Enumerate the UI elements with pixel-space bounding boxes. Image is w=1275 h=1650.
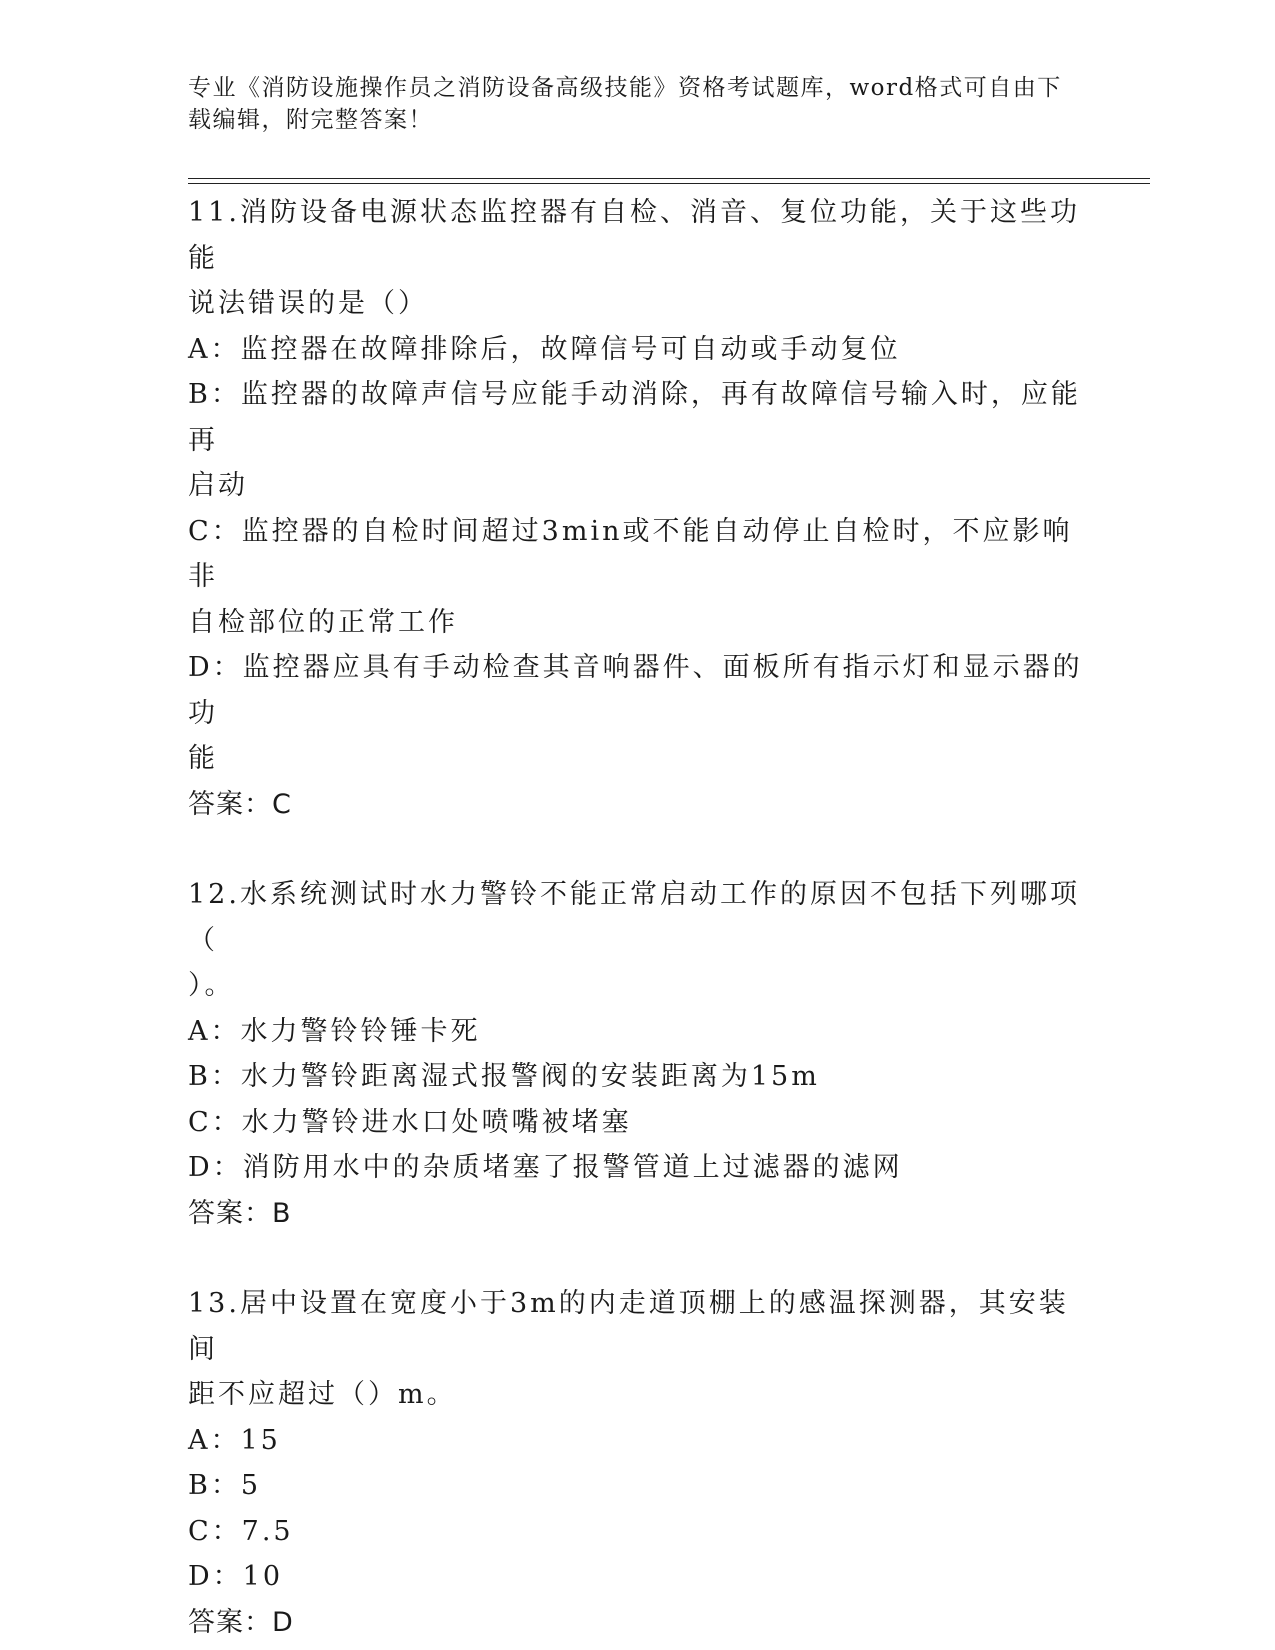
answer-label: 答案：C [188,788,292,820]
option-line: B：水力警铃距离湿式报警阀的安装距离为15m [188,1061,820,1092]
stem-line: 距不应超过（）m。 [188,1379,457,1410]
option-b [188,1463,1088,1509]
option-line: D：消防用水中的杂质堵塞了报警管道上过滤器的滤网 [188,1152,903,1183]
option-line: C：监控器的自检时间超过3min或不能自动停止自检时，不应影响非 [188,515,1073,592]
question-13 [188,1281,1088,1645]
option-b [188,372,1088,509]
option-d [188,645,1088,782]
stem-line: 11.消防设备电源状态监控器有自检、消音、复位功能，关于这些功能 [188,197,1080,274]
header-line-1: 专业《消防设施操作员之消防设备高级技能》资格考试题库，word格式可自由下 [188,75,1062,101]
option-line: B：5 [188,1470,262,1501]
question-stem [188,872,1088,1009]
stem-line: 13.居中设置在宽度小于3m的内走道顶棚上的感温探测器，其安装间 [188,1288,1069,1365]
option-line: D：监控器应具有手动检查其音响器件、面板所有指示灯和显示器的功 [188,652,1083,729]
stem-line: 说法错误的是（） [188,288,428,319]
question-spacer [188,827,1088,872]
question-list [188,190,1088,1645]
question-stem [188,1281,1088,1418]
option-line: 自检部位的正常工作 [188,606,458,638]
option-line: B：监控器的故障声信号应能手动消除，再有故障信号输入时，应能再 [188,379,1081,456]
option-line: C：7.5 [188,1515,294,1547]
answer-label: 答案：B [188,1197,292,1229]
option-c [188,1100,1088,1146]
option-c [188,509,1088,646]
option-line: 启动 [188,470,248,501]
question-12 [188,872,1088,1236]
option-c [188,1509,1088,1555]
stem-line: ）。 [188,970,235,1001]
header-divider-bottom [188,183,1150,184]
header-line-2: 载编辑，附完整答案！ [188,107,433,133]
option-line: A：15 [188,1424,281,1456]
option-b [188,1054,1088,1100]
stem-line: 12.水系统测试时水力警铃不能正常启动工作的原因不包括下列哪项（ [188,879,1080,956]
header-divider-top [188,178,1150,179]
question-11 [188,190,1088,827]
option-a [188,327,1088,373]
option-line: D：10 [188,1561,284,1592]
option-line: C：水力警铃进水口处喷嘴被堵塞 [188,1106,632,1138]
answer-label: 答案：D [188,1606,294,1638]
option-d [188,1554,1088,1600]
option-a [188,1418,1088,1464]
question-spacer [188,1236,1088,1281]
document-header [188,72,1068,136]
option-a [188,1009,1088,1055]
option-line: 能 [188,743,218,774]
option-line: A：监控器在故障排除后，故障信号可自动或手动复位 [188,333,901,365]
question-stem [188,190,1088,327]
option-line: A：水力警铃铃锤卡死 [188,1015,481,1047]
option-d [188,1145,1088,1191]
